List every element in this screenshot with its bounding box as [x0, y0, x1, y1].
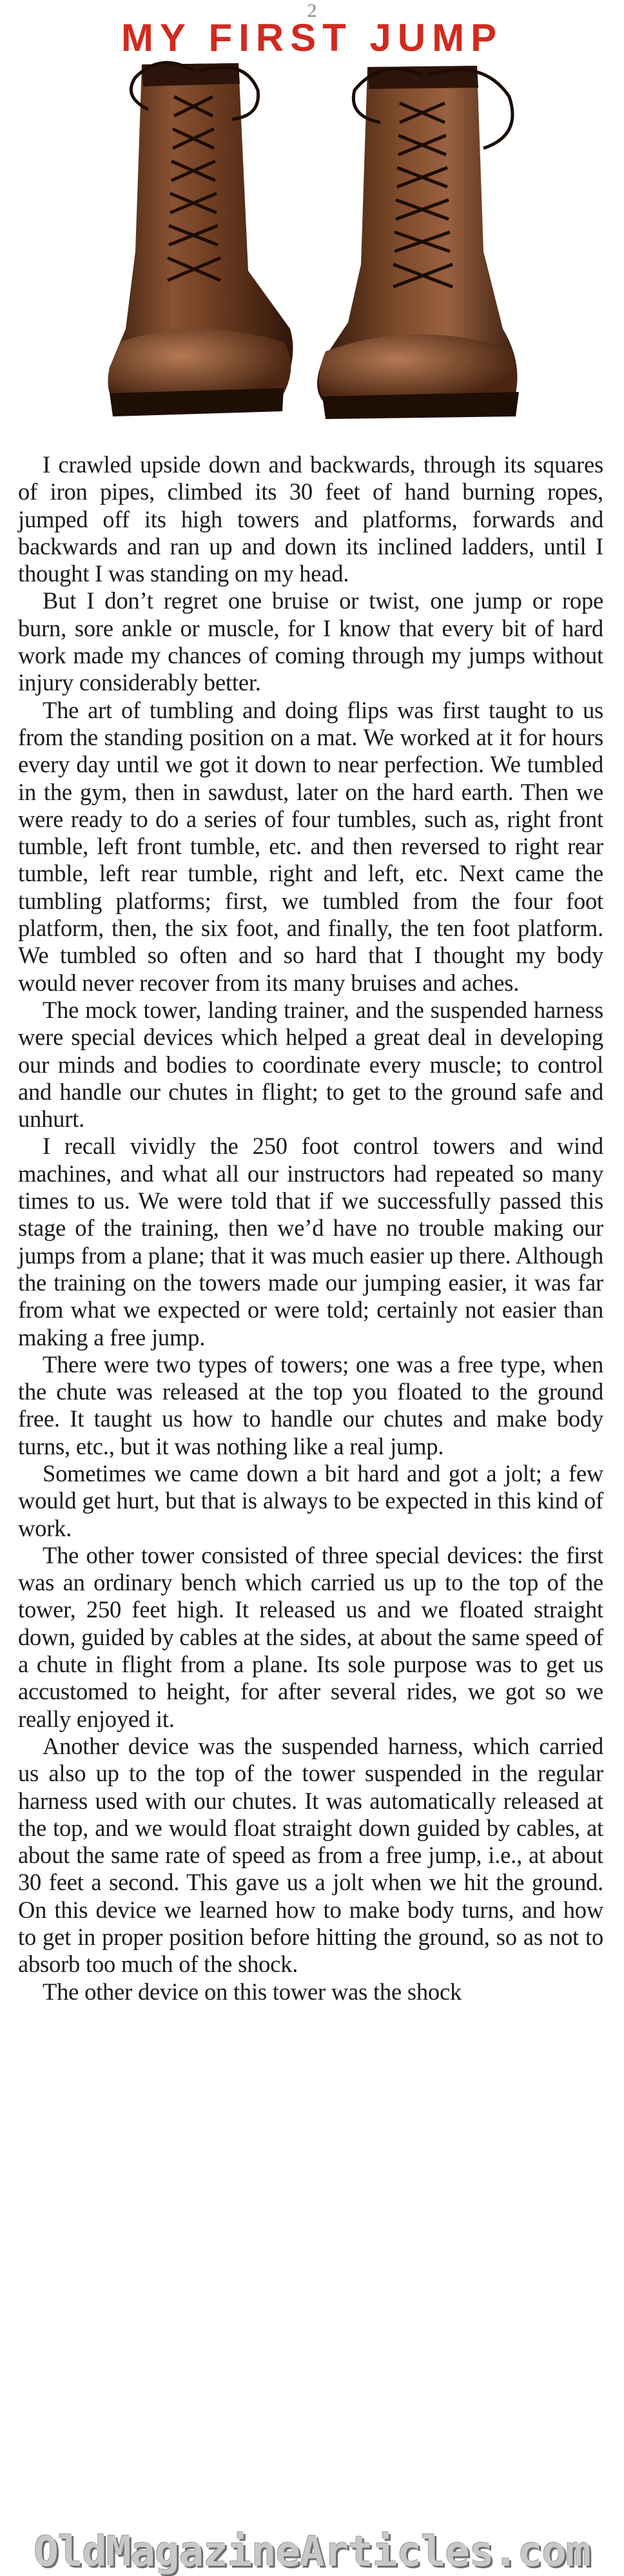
article-title: MY FIRST JUMP [121, 16, 503, 59]
site-watermark[interactable]: OldMagazineArticles.com [34, 2528, 590, 2576]
paragraph: The art of tumbling and doing flips was first taught to us from the standing position on a mat. We worked at it for hours every day until we got it down to near perfection. We tumbled in the gym, then in sawdust, later on the hard earth. Then we were ready to do a series of four tumbles, such as, right front tumble, left front tumble, etc. and then reversed to right rear tumble, left rear tumble, right and left, etc. Next came the tumbling platforms; first, we tumbled from the four foot platform, then, the six foot, and finally, the ten foot platform. We tumbled so often and so hard that I thought my body would never recover from its many bruises and aches. [18, 696, 603, 996]
paragraph: I crawled upside down and backwards, through its squares of iron pipes, climbed its 30 feet of hand burning ropes, jumped off its high towers and platforms, forwards and backwards and ran up and down its inclined ladders, until I thought I was standing on my head. [18, 451, 603, 587]
paragraph: The other tower consisted of three special devices: the first was an ordinary bench which carried us up to the top of the tower, 250 feet high. It released us and we floated straight down, guided by cables at the sides, at about the same speed of a chute in flight from a plane. Its sole purpose was to get us accustomed to height, for after several rides, we got so we really enjoyed it. [18, 1541, 603, 1732]
paragraph: But I don’t regret one bruise or twist, one jump or rope burn, sore ankle or muscle, for I know that every bit of hard work made my chances of coming through my jumps without injury considerably better. [18, 587, 603, 696]
paragraph: The mock tower, landing trainer, and the suspended harness were special devices which helped a great deal in developing our minds and bodies to coordinate every muscle; to control and handle our chutes in flight; to get to the ground safe and unhurt. [18, 996, 603, 1133]
left-boot-icon [108, 63, 293, 416]
article-body [18, 451, 603, 2005]
footer [0, 2528, 624, 2576]
right-boot-icon [317, 66, 519, 419]
paragraph: There were two types of towers; one was a free type, when the chute was released at the top you floated to the ground free. It taught us how to handle our chutes and make body turns, etc., but it was nothing like a real jump. [18, 1351, 603, 1459]
paragraph: Sometimes we came down a bit hard and got a jolt; a few would get hurt, but that is always to be expected in this kind of work. [18, 1459, 603, 1541]
page-number: 2 [307, 0, 317, 21]
paragraph: The other device on this tower was the shock [43, 1978, 462, 2005]
jump-boots-illustration [97, 58, 541, 445]
paragraph: Another device was the suspended harness, which carried us also up to the top of the tower suspended in the regular harness used with our chutes. It was automatically released at the top, and we would float straight down guided by cables, at about the same rate of speed as from a free jump, i.e., at about 30 feet a second. This gave us a jolt when we hit the ground. On this device we learned how to make body turns, and how to get in proper position before hitting the ground, so as not to absorb too much of the shock. [18, 1732, 603, 1978]
paragraph: I recall vividly the 250 foot control towers and wind machines, and what all our instructors had repeated so many times to us. We were told that if we successfully passed this stage of the training, then we’d have no trouble making our jumps from a plane; that it was much easier up there. Although the training on the towers made our jumping easier, it was far from what we expected or were told; certainly not easier than making a free jump. [18, 1133, 603, 1351]
